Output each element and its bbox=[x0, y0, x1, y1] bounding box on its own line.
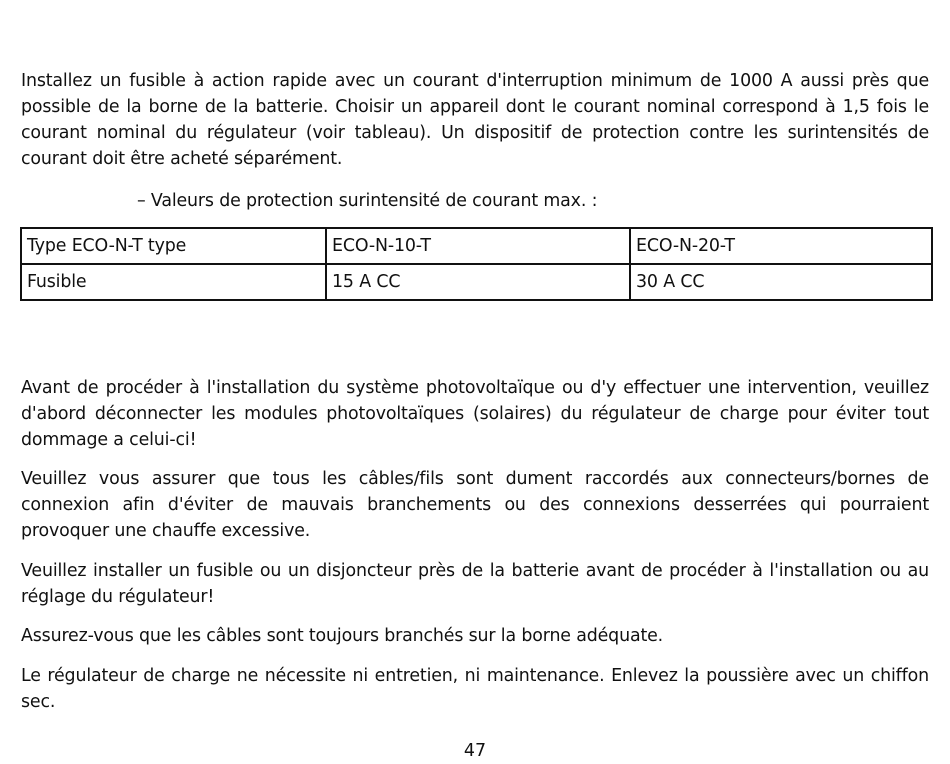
fuse-rating-table bbox=[20, 227, 933, 301]
page-number: 47 bbox=[463, 741, 487, 761]
table-caption: – Valeurs de protection surintensité de courant max. : bbox=[137, 191, 598, 211]
table-cell-fuse-20: 30 A CC bbox=[630, 264, 932, 300]
warning-paragraph-terminal: Assurez-vous que les câbles sont toujours branchés sur la borne adéquate. bbox=[21, 626, 664, 646]
warning-paragraph-disconnect: Avant de procéder à l'installation du système photovoltaïque ou d'y effectuer une intervention, veuillez d'abord déconnecter les modules photovoltaïques (solaires) du régulateur de charge pour éviter tout dommage a celui-ci! bbox=[21, 378, 929, 450]
table-row bbox=[21, 228, 932, 264]
warning-paragraph-fuse: Veuillez installer un fusible ou un disjoncteur près de la batterie avant de procéder à l'installation ou au réglage du régulateur! bbox=[21, 561, 929, 607]
table-cell-model-10: ECO-N-10-T bbox=[326, 228, 630, 264]
table-row bbox=[21, 264, 932, 300]
warning-paragraph-cables: Veuillez vous assurer que tous les câbles/fils sont dument raccordés aux connecteurs/bornes de connexion afin d'éviter de mauvais branchements ou des connexions desserrées qui pourraient provoquer une chauffe excessive. bbox=[21, 469, 929, 541]
table-cell-model-20: ECO-N-20-T bbox=[630, 228, 932, 264]
table-cell-fuse-10: 15 A CC bbox=[326, 264, 630, 300]
intro-paragraph: Installez un fusible à action rapide avec un courant d'interruption minimum de 1000 A aussi près que possible de la borne de la batterie. Choisir un appareil dont le courant nominal correspond à 1,5 fois le courant nominal du régulateur (voir tableau). Un dispositif de protection contre les surintensités de courant doit être acheté séparément. bbox=[21, 71, 929, 169]
warning-paragraph-maintenance: Le régulateur de charge ne nécessite ni entretien, ni maintenance. Enlevez la poussière avec un chiffon sec. bbox=[21, 666, 929, 712]
table-cell-fuse-label: Fusible bbox=[21, 264, 326, 300]
table-cell-type-label: Type ECO-N-T type bbox=[21, 228, 326, 264]
